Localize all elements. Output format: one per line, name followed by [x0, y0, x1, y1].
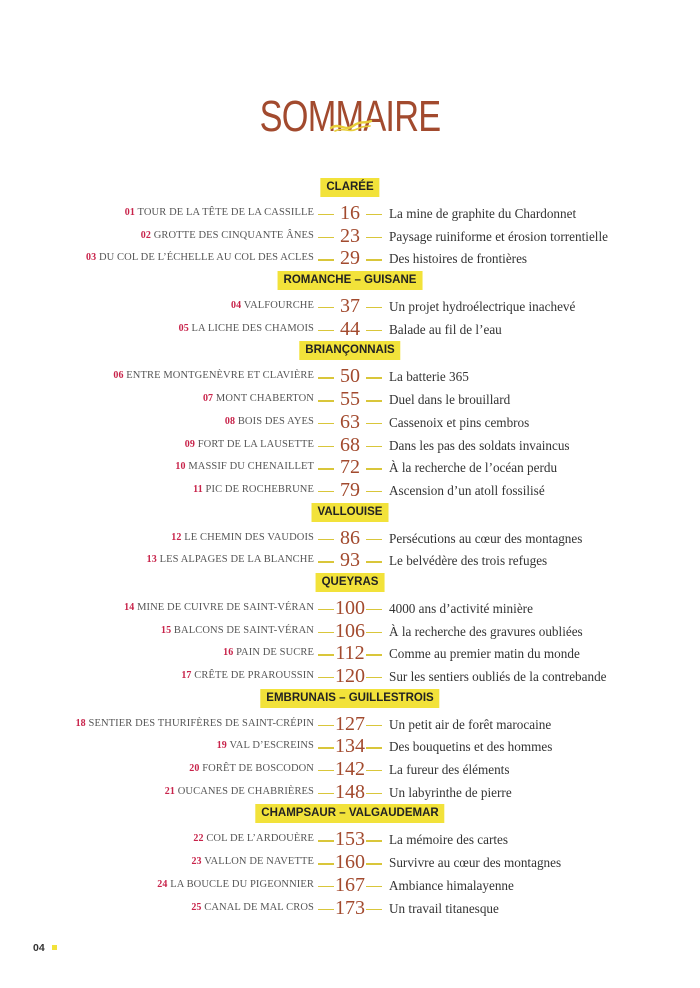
leader-dash — [318, 400, 334, 401]
leader-dash — [366, 400, 382, 401]
route-number: 16 — [223, 647, 234, 659]
route-number: 07 — [202, 393, 214, 405]
route-name: FORT DE LA LAUSETTE — [197, 438, 314, 450]
section-heading — [0, 689, 700, 711]
route-number: 22 — [193, 833, 204, 845]
page-ref: 127 — [335, 712, 365, 735]
route-name: COL DE L’ARDOUÈRE — [206, 833, 314, 845]
route-description: Un projet hydroélectrique inachevé — [389, 299, 576, 315]
route-name: LE CHEMIN DES VAUDOIS — [184, 531, 314, 543]
route-description: Dans les pas des soldats invaincus — [389, 437, 570, 453]
route-title — [125, 207, 314, 218]
route-number: 25 — [191, 901, 202, 913]
route-name: OUCANES DE CHABRIÈRES — [177, 785, 314, 797]
leader-dash — [318, 561, 334, 562]
route-title — [231, 300, 314, 311]
toc-entry[interactable] — [0, 666, 700, 689]
leader-dash — [366, 770, 382, 771]
route-title — [165, 786, 314, 797]
leader-dash — [366, 793, 382, 794]
section-heading — [0, 271, 700, 293]
route-number: 14 — [124, 601, 135, 613]
route-title — [179, 323, 314, 334]
route-name: PAIN DE SUCRE — [236, 647, 314, 659]
table-of-contents — [0, 178, 700, 920]
route-title — [185, 439, 314, 450]
route-title — [193, 833, 314, 844]
route-number: 10 — [175, 461, 186, 473]
route-title — [225, 416, 314, 427]
route-description: Duel dans le brouillard — [389, 392, 511, 408]
page-ref: 37 — [340, 295, 360, 318]
route-number: 11 — [193, 483, 203, 495]
page-ref: 173 — [335, 896, 365, 919]
route-title — [157, 879, 314, 890]
leader-dash — [318, 330, 334, 331]
route-title — [189, 763, 314, 774]
route-description: Comme au premier matin du monde — [389, 646, 580, 662]
page-ref: 50 — [340, 365, 360, 388]
route-number: 02 — [140, 229, 151, 241]
toc-entry[interactable] — [0, 898, 700, 921]
leader-dash — [366, 840, 382, 841]
leader-dash — [366, 677, 382, 678]
route-name: SENTIER DES THURIFÈRES DE SAINT-CRÉPIN — [88, 717, 314, 729]
route-title — [181, 670, 314, 681]
route-title — [175, 461, 314, 472]
route-number: 04 — [231, 300, 242, 312]
route-name: CANAL DE MAL CROS — [204, 901, 314, 913]
route-name: CRÊTE DE PRAROUSSIN — [194, 670, 314, 681]
section-heading — [0, 341, 700, 363]
section-label: EMBRUNAIS – GUILLESTROIS — [260, 689, 439, 708]
leader-dash — [366, 237, 382, 238]
page-ref: 72 — [340, 456, 360, 479]
route-name: LA BOUCLE DU PIGEONNIER — [170, 878, 314, 890]
leader-dash — [366, 863, 382, 864]
route-name: FORÊT DE BOSCODON — [202, 763, 314, 775]
route-title — [161, 625, 314, 636]
leader-dash — [318, 468, 334, 469]
route-description: Persécutions au cœur des montagnes — [389, 530, 583, 546]
folio-square-mark — [52, 945, 57, 950]
route-number: 08 — [224, 415, 236, 427]
leader-dash — [366, 377, 382, 378]
page-title: SOMMAIRE — [259, 92, 441, 142]
route-title — [217, 740, 314, 751]
section-label: BRIANÇONNAIS — [299, 341, 400, 360]
section-heading — [0, 178, 700, 200]
page-ref: 106 — [335, 619, 365, 642]
leader-dash — [318, 259, 334, 260]
route-description: Un travail titanesque — [389, 900, 499, 916]
leader-dash — [366, 423, 382, 424]
route-description: À la recherche des gravures oubliées — [389, 623, 583, 639]
section-heading — [0, 804, 700, 826]
route-name: MASSIF DU CHENAILLET — [188, 461, 314, 473]
route-description: La batterie 365 — [389, 369, 469, 385]
route-description: La fureur des éléments — [389, 762, 510, 778]
section-label: CLARÉE — [320, 178, 379, 197]
route-title — [191, 902, 314, 913]
leader-dash — [366, 307, 382, 308]
route-title — [141, 230, 314, 241]
page-ref: 44 — [340, 317, 360, 340]
leader-dash — [366, 259, 382, 260]
route-name: LES ALPAGES DE LA BLANCHE — [159, 554, 314, 566]
toc-entry[interactable] — [0, 782, 700, 805]
route-title — [193, 484, 314, 495]
route-description: La mémoire des cartes — [389, 832, 508, 848]
route-number: 24 — [157, 878, 168, 890]
route-description: Ascension d’un atoll fossilisé — [389, 482, 545, 498]
route-name: MONT CHABERTON — [215, 393, 314, 405]
route-title — [124, 602, 314, 613]
leader-dash — [318, 237, 334, 238]
route-name: BOIS DES AYES — [237, 415, 314, 427]
leader-dash — [366, 330, 382, 331]
route-description: Des histoires de frontières — [389, 251, 528, 267]
leader-dash — [366, 725, 382, 726]
page-ref: 63 — [340, 410, 360, 433]
route-description: Paysage ruiniforme et érosion torrentielle — [389, 228, 608, 244]
section-label: QUEYRAS — [316, 573, 385, 592]
route-number: 17 — [181, 670, 192, 681]
route-number: 13 — [146, 554, 157, 566]
route-description: Balade au fil de l’eau — [389, 321, 502, 337]
route-name: VALFOURCHE — [243, 300, 314, 312]
route-title — [191, 856, 314, 867]
leader-dash — [366, 909, 382, 910]
page-ref: 86 — [340, 526, 360, 549]
route-description: Un labyrinthe de pierre — [389, 784, 512, 800]
leader-dash — [318, 307, 334, 308]
leader-dash — [366, 654, 382, 655]
page-ref: 100 — [335, 596, 365, 619]
toc-entry[interactable] — [0, 550, 700, 573]
route-description: Survivre au cœur des montagnes — [389, 855, 562, 871]
route-description: Un petit air de forêt marocaine — [389, 716, 552, 732]
route-name: VALLON DE NAVETTE — [204, 856, 314, 868]
leader-dash — [318, 214, 334, 215]
route-name: PIC DE ROCHEBRUNE — [205, 483, 314, 495]
page-number: 04 — [33, 942, 45, 954]
route-title — [113, 370, 314, 381]
page-ref: 55 — [340, 388, 360, 411]
page-ref: 167 — [335, 873, 365, 896]
wave-ornament-icon — [329, 118, 373, 134]
route-name: MINE DE CUIVRE DE SAINT-VÉRAN — [137, 601, 314, 613]
route-name: ENTRE MONTGENÈVRE ET CLAVIÈRE — [126, 370, 314, 382]
route-name: LA LICHE DES CHAMOIS — [191, 322, 314, 334]
leader-dash — [366, 446, 382, 447]
leader-dash — [366, 214, 382, 215]
leader-dash — [366, 886, 382, 887]
page-ref: 120 — [335, 665, 365, 687]
route-number: 18 — [75, 717, 86, 729]
toc-entry[interactable] — [0, 319, 700, 342]
route-description: Des bouquetins et des hommes — [389, 739, 553, 755]
leader-dash — [366, 468, 382, 469]
route-title — [76, 718, 314, 729]
leader-dash — [318, 446, 334, 447]
leader-dash — [366, 491, 382, 492]
route-title — [171, 532, 314, 543]
section-heading — [0, 573, 700, 595]
section-label: VALLOUISE — [312, 503, 389, 522]
leader-dash — [318, 423, 334, 424]
route-number: 12 — [171, 531, 182, 543]
page-ref: 93 — [340, 549, 360, 572]
page-ref: 134 — [335, 735, 365, 758]
route-description: À la recherche de l’océan perdu — [389, 460, 558, 476]
route-description: Ambiance himalayenne — [389, 877, 514, 893]
route-title — [203, 393, 314, 404]
leader-dash — [366, 609, 382, 610]
route-number: 23 — [191, 856, 202, 868]
route-description: Le belvédère des trois refuges — [389, 553, 548, 569]
route-number: 01 — [124, 207, 135, 218]
page-ref: 142 — [335, 758, 365, 781]
route-title — [223, 647, 314, 658]
route-description: La mine de graphite du Chardonnet — [389, 206, 577, 221]
route-number: 21 — [164, 785, 175, 797]
route-name: GROTTE DES CINQUANTE ÂNES — [153, 229, 314, 241]
route-number: 09 — [184, 438, 195, 450]
route-number: 06 — [113, 370, 124, 382]
route-number: 03 — [86, 252, 97, 264]
page-ref: 68 — [340, 433, 360, 456]
leader-dash — [366, 539, 382, 540]
leader-dash — [366, 561, 382, 562]
route-number: 05 — [178, 322, 189, 334]
route-name: VAL D’ESCREINS — [229, 740, 314, 752]
section-label: ROMANCHE – GUISANE — [278, 271, 423, 290]
route-number: 20 — [189, 763, 200, 775]
route-number: 15 — [160, 624, 172, 636]
leader-dash — [318, 539, 334, 540]
page-ref: 153 — [335, 828, 365, 851]
route-name: BALCONS DE SAINT-VÉRAN — [173, 624, 314, 636]
page-ref: 148 — [335, 780, 365, 803]
route-description: Cassenoix et pins cembros — [389, 414, 530, 430]
route-description: 4000 ans d’activité minière — [389, 600, 533, 616]
leader-dash — [366, 632, 382, 633]
route-title — [86, 252, 314, 263]
toc-entry[interactable] — [0, 480, 700, 503]
route-name: TOUR DE LA TÊTE DE LA CASSILLE — [137, 207, 314, 218]
page-ref: 16 — [340, 202, 360, 224]
page-ref: 112 — [335, 642, 365, 665]
page-ref: 79 — [340, 478, 360, 501]
route-description: Sur les sentiers oubliés de la contrebande — [389, 669, 607, 684]
leader-dash — [318, 377, 334, 378]
toc-entry[interactable] — [0, 248, 700, 271]
page-ref: 23 — [340, 224, 360, 247]
section-heading — [0, 503, 700, 525]
route-title — [147, 554, 314, 565]
route-name: DU COL DE L’ÉCHELLE AU COL DES ACLES — [98, 252, 314, 264]
leader-dash — [366, 747, 382, 748]
section-label: CHAMPSAUR – VALGAUDEMAR — [255, 804, 444, 823]
page-ref: 29 — [340, 247, 360, 270]
page-ref: 160 — [335, 851, 365, 874]
leader-dash — [318, 491, 334, 492]
route-number: 19 — [216, 740, 227, 752]
